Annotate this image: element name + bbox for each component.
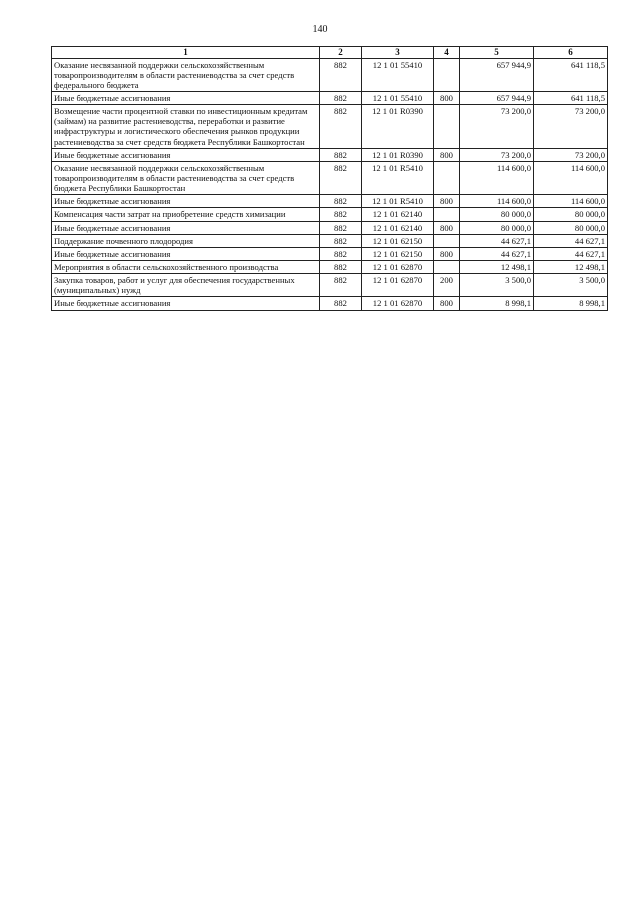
- cell-ministry-code: 882: [320, 274, 362, 297]
- cell-amount-1: 3 500,0: [460, 274, 534, 297]
- cell-amount-1: 12 498,1: [460, 261, 534, 274]
- cell-name: Оказание несвязанной поддержки сельскохозяйственным товаропроизводителям в области растениеводства за счет средств федерального бюджета: [52, 58, 320, 91]
- table-row: [52, 261, 608, 274]
- cell-amount-1: 73 200,0: [460, 105, 534, 149]
- cell-amount-1: 114 600,0: [460, 195, 534, 208]
- table-row: [52, 297, 608, 310]
- cell-ministry-code: 882: [320, 161, 362, 194]
- cell-name: Компенсация части затрат на приобретение средств химизации: [52, 208, 320, 221]
- cell-name: Иные бюджетные ассигнования: [52, 195, 320, 208]
- cell-amount-2: 12 498,1: [534, 261, 608, 274]
- cell-ministry-code: 882: [320, 148, 362, 161]
- cell-amount-2: 44 627,1: [534, 247, 608, 260]
- cell-name: Оказание несвязанной поддержки сельскохозяйственным товаропроизводителям в области растениеводства за счет средств бюджета Республики Башкортостан: [52, 161, 320, 194]
- cell-amount-2: 73 200,0: [534, 105, 608, 149]
- cell-ministry-code: 882: [320, 234, 362, 247]
- table-row: [52, 208, 608, 221]
- cell-amount-1: 44 627,1: [460, 234, 534, 247]
- cell-expense-type: 800: [434, 221, 460, 234]
- table-row: [52, 195, 608, 208]
- cell-name: Иные бюджетные ассигнования: [52, 297, 320, 310]
- table-row: [52, 221, 608, 234]
- cell-expense-type: [434, 234, 460, 247]
- cell-name: Закупка товаров, работ и услуг для обеспечения государственных (муниципальных) нужд: [52, 274, 320, 297]
- column-header-2: 2: [320, 47, 362, 59]
- cell-ministry-code: 882: [320, 221, 362, 234]
- cell-target-code: 12 1 01 62870: [362, 297, 434, 310]
- cell-expense-type: [434, 261, 460, 274]
- cell-ministry-code: 882: [320, 261, 362, 274]
- table-row: [52, 161, 608, 194]
- cell-target-code: 12 1 01 R5410: [362, 161, 434, 194]
- cell-expense-type: 200: [434, 274, 460, 297]
- cell-name: Иные бюджетные ассигнования: [52, 247, 320, 260]
- cell-amount-2: 641 118,5: [534, 92, 608, 105]
- table-row: [52, 247, 608, 260]
- cell-ministry-code: 882: [320, 195, 362, 208]
- cell-ministry-code: 882: [320, 297, 362, 310]
- cell-amount-1: 73 200,0: [460, 148, 534, 161]
- cell-expense-type: 800: [434, 247, 460, 260]
- cell-amount-1: 44 627,1: [460, 247, 534, 260]
- table-row: [52, 234, 608, 247]
- cell-target-code: 12 1 01 62150: [362, 234, 434, 247]
- cell-target-code: 12 1 01 R5410: [362, 195, 434, 208]
- cell-expense-type: [434, 105, 460, 149]
- cell-amount-2: 44 627,1: [534, 234, 608, 247]
- page-number: 140: [312, 24, 328, 35]
- cell-ministry-code: 882: [320, 58, 362, 91]
- cell-name: Иные бюджетные ассигнования: [52, 221, 320, 234]
- cell-amount-1: 8 998,1: [460, 297, 534, 310]
- cell-target-code: 12 1 01 R0390: [362, 105, 434, 149]
- cell-target-code: 12 1 01 55410: [362, 92, 434, 105]
- cell-ministry-code: 882: [320, 92, 362, 105]
- cell-amount-1: 657 944,9: [460, 58, 534, 91]
- cell-expense-type: 800: [434, 297, 460, 310]
- cell-target-code: 12 1 01 55410: [362, 58, 434, 91]
- cell-amount-2: 80 000,0: [534, 221, 608, 234]
- column-header-5: 5: [460, 47, 534, 59]
- cell-target-code: 12 1 01 62870: [362, 261, 434, 274]
- cell-expense-type: 800: [434, 92, 460, 105]
- table-row: [52, 148, 608, 161]
- cell-amount-2: 114 600,0: [534, 161, 608, 194]
- cell-ministry-code: 882: [320, 247, 362, 260]
- cell-expense-type: 800: [434, 148, 460, 161]
- column-header-6: 6: [534, 47, 608, 59]
- budget-table: [51, 46, 608, 311]
- cell-target-code: 12 1 01 62870: [362, 274, 434, 297]
- cell-amount-2: 641 118,5: [534, 58, 608, 91]
- cell-target-code: 12 1 01 62140: [362, 221, 434, 234]
- cell-amount-1: 80 000,0: [460, 208, 534, 221]
- table-header-row: [52, 47, 608, 59]
- cell-amount-1: 657 944,9: [460, 92, 534, 105]
- table-row: [52, 92, 608, 105]
- cell-target-code: 12 1 01 62140: [362, 208, 434, 221]
- table-row: [52, 274, 608, 297]
- cell-ministry-code: 882: [320, 208, 362, 221]
- cell-expense-type: 800: [434, 195, 460, 208]
- cell-amount-2: 73 200,0: [534, 148, 608, 161]
- cell-expense-type: [434, 208, 460, 221]
- cell-amount-1: 80 000,0: [460, 221, 534, 234]
- column-header-1: 1: [52, 47, 320, 59]
- cell-ministry-code: 882: [320, 105, 362, 149]
- cell-amount-2: 114 600,0: [534, 195, 608, 208]
- cell-amount-2: 8 998,1: [534, 297, 608, 310]
- cell-target-code: 12 1 01 62150: [362, 247, 434, 260]
- table-body: [52, 58, 608, 310]
- cell-amount-1: 114 600,0: [460, 161, 534, 194]
- cell-name: Возмещение части процентной ставки по инвестиционным кредитам (займам) на развитие растениеводства, переработки и развитие инфраструктуры и логистического обеспечения рынков продукции растениеводства за счет средств бюджета Республики Башкортостан: [52, 105, 320, 149]
- cell-expense-type: [434, 161, 460, 194]
- cell-target-code: 12 1 01 R0390: [362, 148, 434, 161]
- cell-amount-2: 3 500,0: [534, 274, 608, 297]
- cell-name: Иные бюджетные ассигнования: [52, 92, 320, 105]
- cell-name: Иные бюджетные ассигнования: [52, 148, 320, 161]
- column-header-3: 3: [362, 47, 434, 59]
- table-row: [52, 58, 608, 91]
- table-row: [52, 105, 608, 149]
- cell-name: Поддержание почвенного плодородия: [52, 234, 320, 247]
- cell-amount-2: 80 000,0: [534, 208, 608, 221]
- column-header-4: 4: [434, 47, 460, 59]
- cell-expense-type: [434, 58, 460, 91]
- cell-name: Мероприятия в области сельскохозяйственного производства: [52, 261, 320, 274]
